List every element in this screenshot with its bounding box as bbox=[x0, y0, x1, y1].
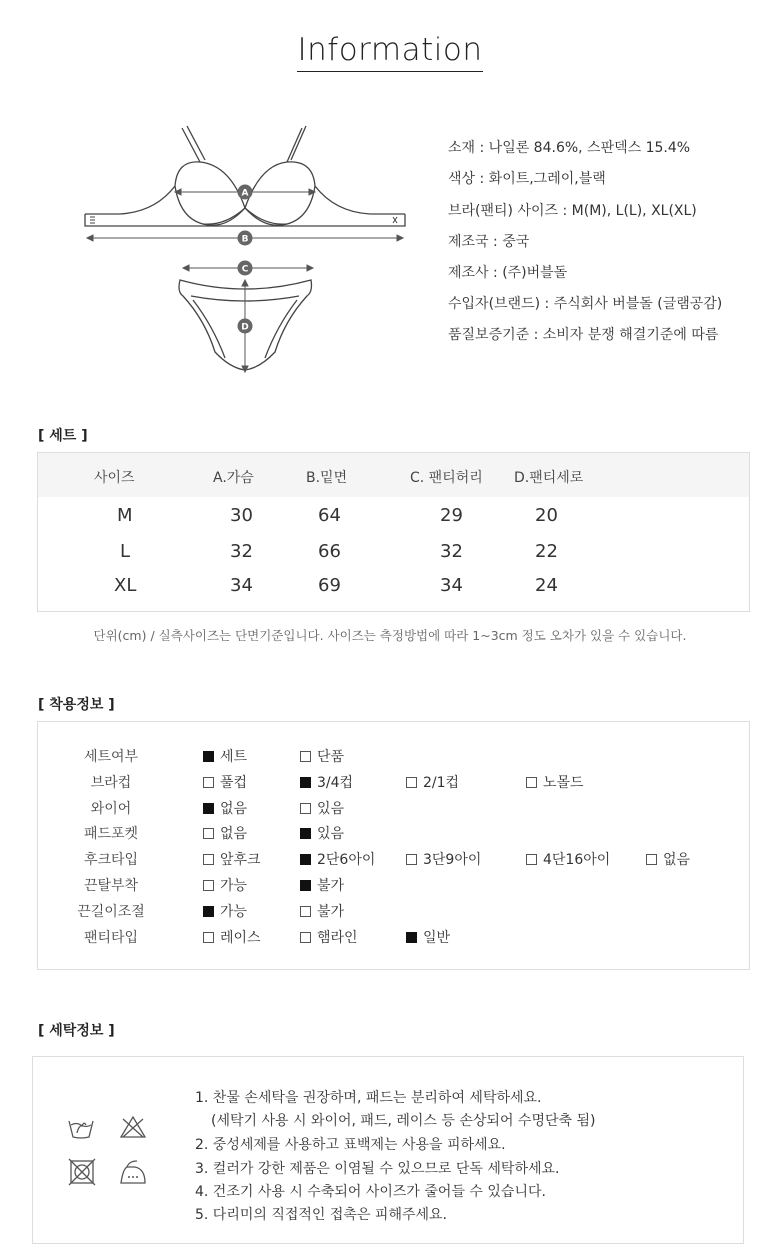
care-line-1: 1. 찬물 손세탁을 권장하며, 패드는 분리하여 세탁하세요. bbox=[195, 1090, 542, 1106]
row-xl-length: 24 bbox=[535, 575, 558, 596]
unchecked-box-icon bbox=[203, 828, 214, 839]
wear-option bbox=[300, 772, 353, 792]
wear-option bbox=[300, 875, 344, 895]
unchecked-box-icon bbox=[203, 880, 214, 891]
wear-option bbox=[526, 849, 610, 869]
label-b: B bbox=[241, 234, 249, 245]
hand-wash-icon bbox=[69, 1121, 93, 1138]
care-line-5: 5. 다리미의 직접적인 접촉은 피해주세요. bbox=[195, 1207, 447, 1223]
row-l-waist: 32 bbox=[440, 541, 463, 562]
wear-option bbox=[300, 746, 344, 766]
wear-option bbox=[203, 798, 247, 818]
wear-option-label: 있음 bbox=[317, 826, 345, 843]
size-note: 단위(cm) / 실측사이즈는 단면기준입니다. 사이즈는 측정방법에 따라 1~3cm 정도 오차가 있을 수 있습니다. bbox=[93, 628, 687, 643]
wear-option-label: 없음 bbox=[220, 800, 248, 817]
row-l-size: L bbox=[120, 541, 131, 562]
unchecked-box-icon bbox=[526, 854, 537, 865]
care-line-4: 4. 건조기 사용 시 수축되어 사이즈가 줄어들 수 있습니다. bbox=[195, 1184, 546, 1200]
wear-option-label: 가능 bbox=[220, 878, 248, 894]
wear-option bbox=[300, 798, 344, 818]
spec-country: 제조국 : 중국 bbox=[448, 234, 530, 250]
wear-option-label: 4단16아이 bbox=[543, 852, 611, 869]
header-bust: A.가슴 bbox=[213, 470, 254, 486]
wear-option bbox=[203, 875, 247, 895]
wear-option bbox=[203, 746, 247, 766]
header-panty-waist: C. 팬티허리 bbox=[410, 470, 483, 486]
care-info-box bbox=[32, 1056, 744, 1244]
wear-option-label: 단품 bbox=[317, 749, 345, 765]
wear-row-label: 팬티타입 bbox=[83, 929, 139, 946]
unchecked-box-icon bbox=[406, 854, 417, 865]
label-a: A bbox=[241, 188, 249, 199]
spec-quality: 품질보증기준 : 소비자 분쟁 해결기준에 따름 bbox=[448, 327, 719, 343]
wear-option-label: 일반 bbox=[423, 929, 451, 946]
unchecked-box-icon bbox=[300, 751, 311, 762]
wear-option bbox=[300, 849, 375, 869]
wear-option-label: 2/1컵 bbox=[423, 774, 460, 791]
row-xl-waist: 34 bbox=[440, 575, 463, 596]
care-line-1-sub: (세탁기 사용 시 와이어, 패드, 레이스 등 손상되어 수명단축 됨) bbox=[211, 1113, 596, 1129]
care-section-title: [ 세탁정보 ] bbox=[38, 1023, 115, 1039]
row-m-band: 64 bbox=[318, 505, 341, 526]
checked-box-icon bbox=[300, 880, 311, 891]
label-d: D bbox=[241, 322, 249, 333]
row-l-bust: 32 bbox=[230, 541, 253, 562]
wear-option-label: 불가 bbox=[317, 878, 345, 894]
wear-option bbox=[526, 772, 584, 792]
wear-option-label: 가능 bbox=[220, 903, 248, 920]
wear-option bbox=[203, 823, 247, 843]
unchecked-box-icon bbox=[406, 777, 417, 788]
wear-row-label: 후크타입 bbox=[83, 852, 139, 869]
row-m-length: 20 bbox=[535, 505, 558, 526]
row-xl-size: XL bbox=[114, 575, 137, 596]
row-m-size: M bbox=[117, 505, 133, 526]
checked-box-icon bbox=[203, 751, 214, 762]
care-line-2: 2. 중성세제를 사용하고 표백제는 사용을 피하세요. bbox=[195, 1137, 506, 1153]
checked-box-icon bbox=[203, 803, 214, 814]
row-l-length: 22 bbox=[535, 541, 558, 562]
no-tumble-dry-icon bbox=[69, 1159, 95, 1185]
unchecked-box-icon bbox=[526, 777, 537, 788]
size-diagram bbox=[75, 120, 415, 380]
wear-option-label: 2단6아이 bbox=[317, 852, 376, 869]
wear-option-label: 풀컵 bbox=[220, 774, 248, 791]
wear-option-label: 없음 bbox=[220, 826, 248, 843]
unchecked-box-icon bbox=[300, 932, 311, 943]
spec-maker: 제조사 : (주)버블돌 bbox=[448, 265, 568, 281]
header-band: B.밑면 bbox=[306, 470, 348, 486]
checked-box-icon bbox=[203, 906, 214, 917]
checked-box-icon bbox=[300, 854, 311, 865]
no-bleach-icon bbox=[121, 1117, 145, 1137]
row-xl-band: 69 bbox=[318, 575, 341, 596]
wear-row-label: 세트여부 bbox=[83, 749, 139, 765]
wear-option-label: 있음 bbox=[317, 800, 345, 817]
unchecked-box-icon bbox=[203, 932, 214, 943]
wear-option bbox=[203, 849, 261, 869]
label-c: C bbox=[241, 264, 249, 275]
row-l-band: 66 bbox=[318, 541, 341, 562]
wear-row-label: 와이어 bbox=[90, 800, 132, 817]
unchecked-box-icon bbox=[300, 906, 311, 917]
wear-option-label: 없음 bbox=[663, 852, 691, 869]
wear-option-label: 3/4컵 bbox=[317, 774, 354, 791]
checked-box-icon bbox=[300, 828, 311, 839]
wear-option-label: 레이스 bbox=[220, 929, 261, 946]
size-table-header bbox=[38, 453, 749, 497]
spec-importer: 수입자(브랜드) : 주식회사 버블돌 (글램공감) bbox=[448, 296, 723, 312]
unchecked-box-icon bbox=[203, 854, 214, 865]
spec-material: 소재 : 나일론 84.6%, 스판덱스 15.4% bbox=[448, 140, 691, 156]
row-m-waist: 29 bbox=[440, 505, 463, 526]
wear-option-label: 노몰드 bbox=[543, 774, 584, 791]
checked-box-icon bbox=[406, 932, 417, 943]
wear-option bbox=[646, 849, 690, 869]
unchecked-box-icon bbox=[646, 854, 657, 865]
spec-color: 색상 : 화이트,그레이,블랙 bbox=[448, 171, 606, 187]
wear-option-label: 앞후크 bbox=[220, 852, 261, 869]
wear-option-label: 3단9아이 bbox=[423, 852, 482, 869]
wear-row-label: 끈탈부착 bbox=[83, 878, 139, 894]
wear-info-box bbox=[37, 721, 750, 970]
wear-option bbox=[406, 849, 481, 869]
wear-option bbox=[406, 927, 450, 947]
wear-row-label: 패드포켓 bbox=[83, 826, 139, 843]
care-icons bbox=[67, 1113, 157, 1193]
wear-option bbox=[300, 823, 344, 843]
header-panty-length: D.팬티세로 bbox=[514, 470, 584, 486]
wear-option-label: 햄라인 bbox=[317, 929, 358, 946]
checked-box-icon bbox=[300, 777, 311, 788]
care-line-3: 3. 컬러가 강한 제품은 이염될 수 있으므로 단독 세탁하세요. bbox=[195, 1161, 560, 1177]
page-title: Information bbox=[0, 32, 780, 68]
header-size: 사이즈 bbox=[94, 470, 135, 486]
spec-size: 브라(팬티) 사이즈 : M(M), L(L), XL(XL) bbox=[448, 203, 697, 219]
wear-option bbox=[203, 772, 247, 792]
size-section-title: [ 세트 ] bbox=[38, 428, 88, 444]
wear-option bbox=[203, 901, 247, 921]
unchecked-box-icon bbox=[203, 777, 214, 788]
low-iron-icon bbox=[121, 1161, 145, 1183]
wear-option-label: 세트 bbox=[220, 749, 248, 765]
wear-option-label: 불가 bbox=[317, 903, 345, 920]
wear-row-label: 끈길이조절 bbox=[77, 903, 145, 920]
size-table bbox=[37, 452, 750, 612]
wear-option bbox=[406, 772, 459, 792]
row-xl-bust: 34 bbox=[230, 575, 253, 596]
row-m-bust: 30 bbox=[230, 505, 253, 526]
wear-option bbox=[203, 927, 261, 947]
wear-section-title: [ 착용정보 ] bbox=[38, 697, 115, 713]
wear-option bbox=[300, 927, 358, 947]
wear-row-label: 브라컵 bbox=[90, 774, 132, 791]
unchecked-box-icon bbox=[300, 803, 311, 814]
wear-option bbox=[300, 901, 344, 921]
